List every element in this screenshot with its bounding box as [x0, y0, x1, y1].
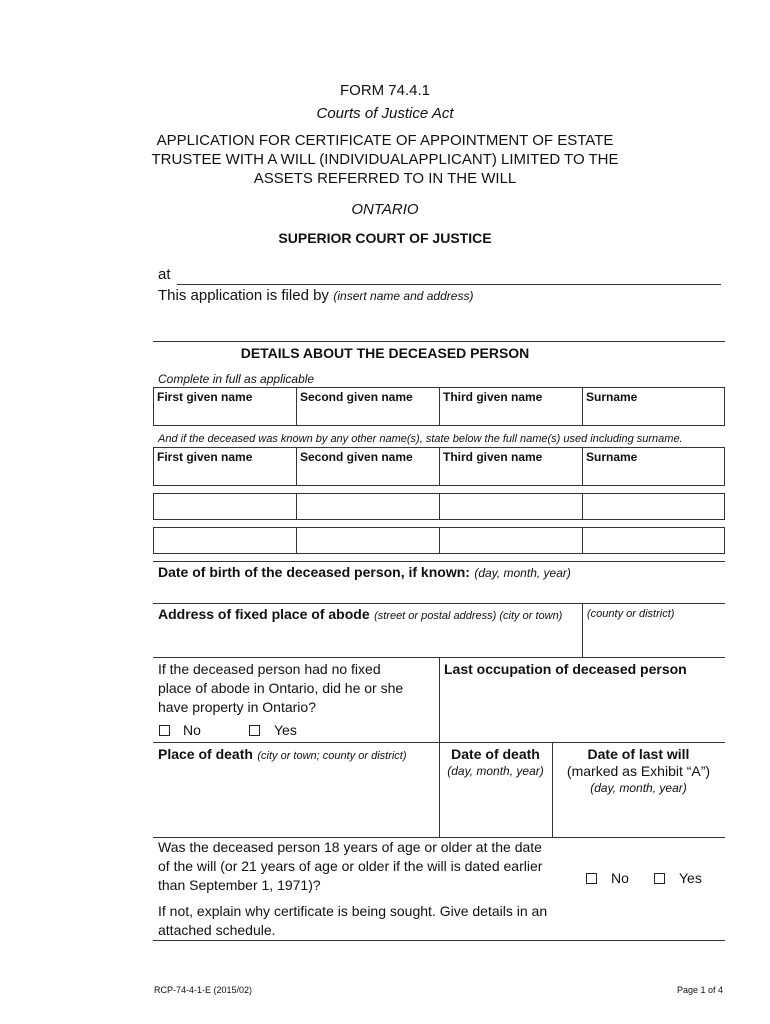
dob-divider	[153, 561, 725, 562]
section-divider	[153, 341, 725, 342]
filed-by-hint: (insert name and address)	[333, 289, 474, 303]
other-name-row-3-third[interactable]	[439, 527, 583, 554]
address-divider	[153, 603, 725, 604]
age-no-label: No	[611, 870, 629, 886]
place-of-death-hint: (city or town; county or district)	[257, 750, 407, 762]
other-name-row-3-second[interactable]	[296, 527, 440, 554]
at-label: at	[158, 266, 171, 283]
place-of-death-label: Place of death	[158, 746, 253, 762]
other-name-row-2-third[interactable]	[439, 493, 583, 520]
dob-field[interactable]	[158, 564, 571, 582]
other-second-given-name-field[interactable]: Second given name	[296, 447, 440, 486]
property-no-checkbox[interactable]	[159, 725, 170, 736]
property-no-label: No	[183, 722, 201, 738]
third-given-name-field[interactable]: Third given name	[439, 387, 583, 426]
age-question-line-2: of the will (or 21 years of age or older if the will is dated earlier	[158, 858, 543, 874]
age-no-checkbox[interactable]	[586, 873, 597, 884]
form-code: RCP-74-4-1-E (2015/02)	[154, 985, 253, 995]
property-yes-label: Yes	[274, 722, 297, 738]
age-yes-checkbox[interactable]	[654, 873, 665, 884]
occupation-field[interactable]: Last occupation of deceased person	[444, 661, 687, 677]
act-name: Courts of Justice Act	[316, 105, 454, 122]
date-of-death-hint: (day, month, year)	[447, 764, 544, 778]
other-first-given-name-field[interactable]: First given name	[153, 447, 297, 486]
dob-label: Date of birth of the deceased person, if known:	[158, 564, 470, 580]
place-divider-left	[153, 742, 439, 743]
date-of-death-label: Date of death	[451, 746, 540, 762]
form-title-line-3: ASSETS REFERRED TO IN THE WILL	[253, 170, 517, 187]
other-third-given-name-field[interactable]: Third given name	[439, 447, 583, 486]
last-will-label: Date of last will	[587, 746, 690, 762]
no-abode-question-line-1: If the deceased person had no fixed	[158, 661, 381, 677]
county-field[interactable]: (county or district)	[587, 608, 675, 620]
court-name: SUPERIOR COURT OF JUSTICE	[278, 230, 492, 246]
form-title	[0, 131, 770, 188]
other-name-row-2-second[interactable]	[296, 493, 440, 520]
age-question-line-1: Was the deceased person 18 years of age or older at the date	[158, 839, 542, 855]
no-abode-question-line-3: have property in Ontario?	[158, 699, 316, 715]
filed-by	[158, 287, 473, 305]
other-name-row-2-first[interactable]	[153, 493, 297, 520]
other-name-row-3-surname[interactable]	[582, 527, 725, 554]
last-will-hint: (day, month, year)	[590, 781, 687, 795]
other-name-row-3-first[interactable]	[153, 527, 297, 554]
section-title: DETAILS ABOUT THE DECEASED PERSON	[240, 345, 530, 361]
property-yes-checkbox[interactable]	[249, 725, 260, 736]
no-abode-question	[158, 660, 403, 717]
province: ONTARIO	[351, 201, 419, 218]
last-will-exhibit: (marked as Exhibit “A”)	[566, 763, 711, 779]
address-label: Address of fixed place of abode	[158, 606, 370, 622]
other-names-hint: And if the deceased was known by any other name(s), state below the full name(s) used including surname.	[158, 433, 683, 445]
form-title-line-2: TRUSTEE WITH A WILL (INDIVIDUALAPPLICANT) LIMITED TO THE	[151, 151, 619, 168]
at-field-line[interactable]	[177, 284, 721, 285]
address-hint: (street or postal address) (city or town)	[374, 610, 563, 622]
place-divider-right	[439, 742, 725, 743]
address-column-divider	[582, 603, 583, 657]
filed-by-label: This application is filed by	[158, 287, 329, 304]
address-field[interactable]	[158, 606, 562, 624]
surname-field[interactable]: Surname	[582, 387, 725, 426]
bottom-divider	[153, 940, 725, 941]
explain-line-2: attached schedule.	[158, 922, 276, 938]
no-abode-question-line-2: place of abode in Ontario, did he or she	[158, 680, 404, 696]
form-number: FORM 74.4.1	[339, 82, 431, 99]
page-number: Page 1 of 4	[676, 985, 723, 995]
first-given-name-field[interactable]: First given name	[153, 387, 297, 426]
form-title-line-1: APPLICATION FOR CERTIFICATE OF APPOINTMENT OF ESTATE	[156, 132, 614, 149]
age-question	[158, 838, 542, 895]
second-given-name-field[interactable]: Second given name	[296, 387, 440, 426]
place-of-death-field[interactable]	[158, 746, 407, 764]
explain-instruction	[158, 902, 547, 940]
explain-line-1: If not, explain why certificate is being sought. Give details in an	[158, 903, 548, 919]
last-will-field[interactable]	[552, 746, 725, 795]
complete-hint: Complete in full as applicable	[158, 372, 315, 386]
age-yes-label: Yes	[679, 870, 702, 886]
dob-hint: (day, month, year)	[474, 566, 571, 580]
date-of-death-field[interactable]	[439, 746, 552, 778]
other-surname-field[interactable]: Surname	[582, 447, 725, 486]
age-question-line-3: than September 1, 1971)?	[158, 877, 321, 893]
other-name-row-2-surname[interactable]	[582, 493, 725, 520]
